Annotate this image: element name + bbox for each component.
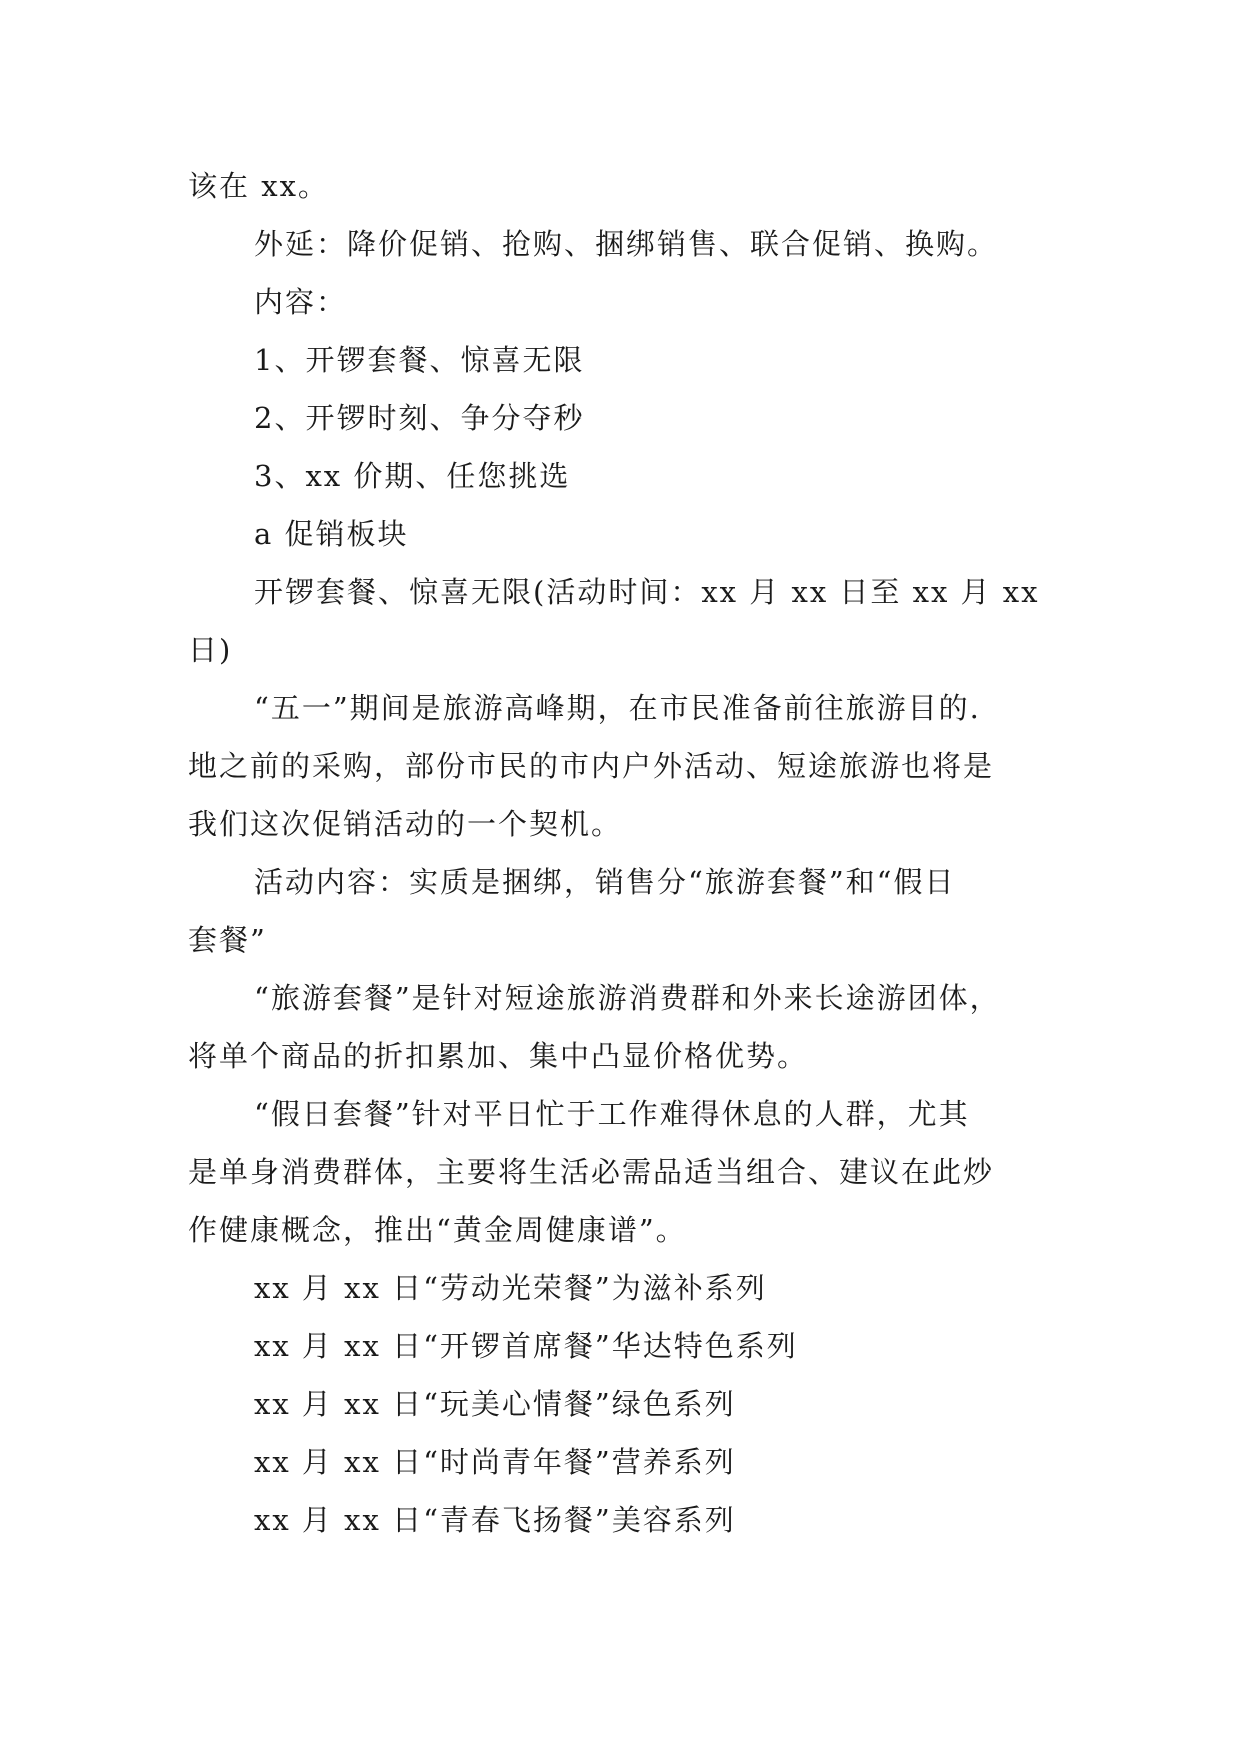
text-line: 内容：: [254, 285, 348, 319]
text-line: 地之前的采购，部份市民的市内户外活动、短途旅游也将是: [188, 749, 995, 783]
list-item: xx 月 xx 日“青春飞扬餐”美容系列: [254, 1503, 736, 1537]
text-line: “旅游套餐”是针对短途旅游消费群和外来长途游团体，: [254, 981, 1001, 1015]
text-line: 该在 xx。: [188, 169, 329, 203]
list-item: xx 月 xx 日“劳动光荣餐”为滋补系列: [254, 1271, 767, 1305]
section-heading: a 促销板块: [254, 517, 409, 551]
text-line: 活动内容：实质是捆绑，销售分“旅游套餐”和“假日: [254, 865, 956, 899]
text-line: 套餐”: [188, 923, 267, 957]
list-item: 3、xx 价期、任您挑选: [254, 459, 571, 493]
text-line: 作健康概念，推出“黄金周健康谱”。: [188, 1213, 687, 1247]
text-line: “假日套餐”针对平日忙于工作难得休息的人群，尤其: [254, 1097, 970, 1131]
text-line: 外延：降价促销、抢购、捆绑销售、联合促销、换购。: [254, 227, 999, 261]
list-item: xx 月 xx 日“开锣首席餐”华达特色系列: [254, 1329, 798, 1363]
list-item: xx 月 xx 日“时尚青年餐”营养系列: [254, 1445, 736, 1479]
text-line: 将单个商品的折扣累加、集中凸显价格优势。: [188, 1039, 809, 1073]
list-item: 2、开锣时刻、争分夺秒: [254, 401, 585, 435]
text-line: 日): [188, 633, 233, 667]
document-body: [188, 157, 1058, 1549]
text-line: 开锣套餐、惊喜无限(活动时间：xx 月 xx 日至 xx 月 xx: [254, 575, 1040, 609]
text-line: “五一”期间是旅游高峰期，在市民准备前往旅游目的.: [254, 691, 981, 725]
list-item: 1、开锣套餐、惊喜无限: [254, 343, 585, 377]
text-line: 我们这次促销活动的一个契机。: [188, 807, 623, 841]
text-line: 是单身消费群体，主要将生活必需品适当组合、建议在此炒: [188, 1155, 995, 1189]
list-item: xx 月 xx 日“玩美心情餐”绿色系列: [254, 1387, 736, 1421]
